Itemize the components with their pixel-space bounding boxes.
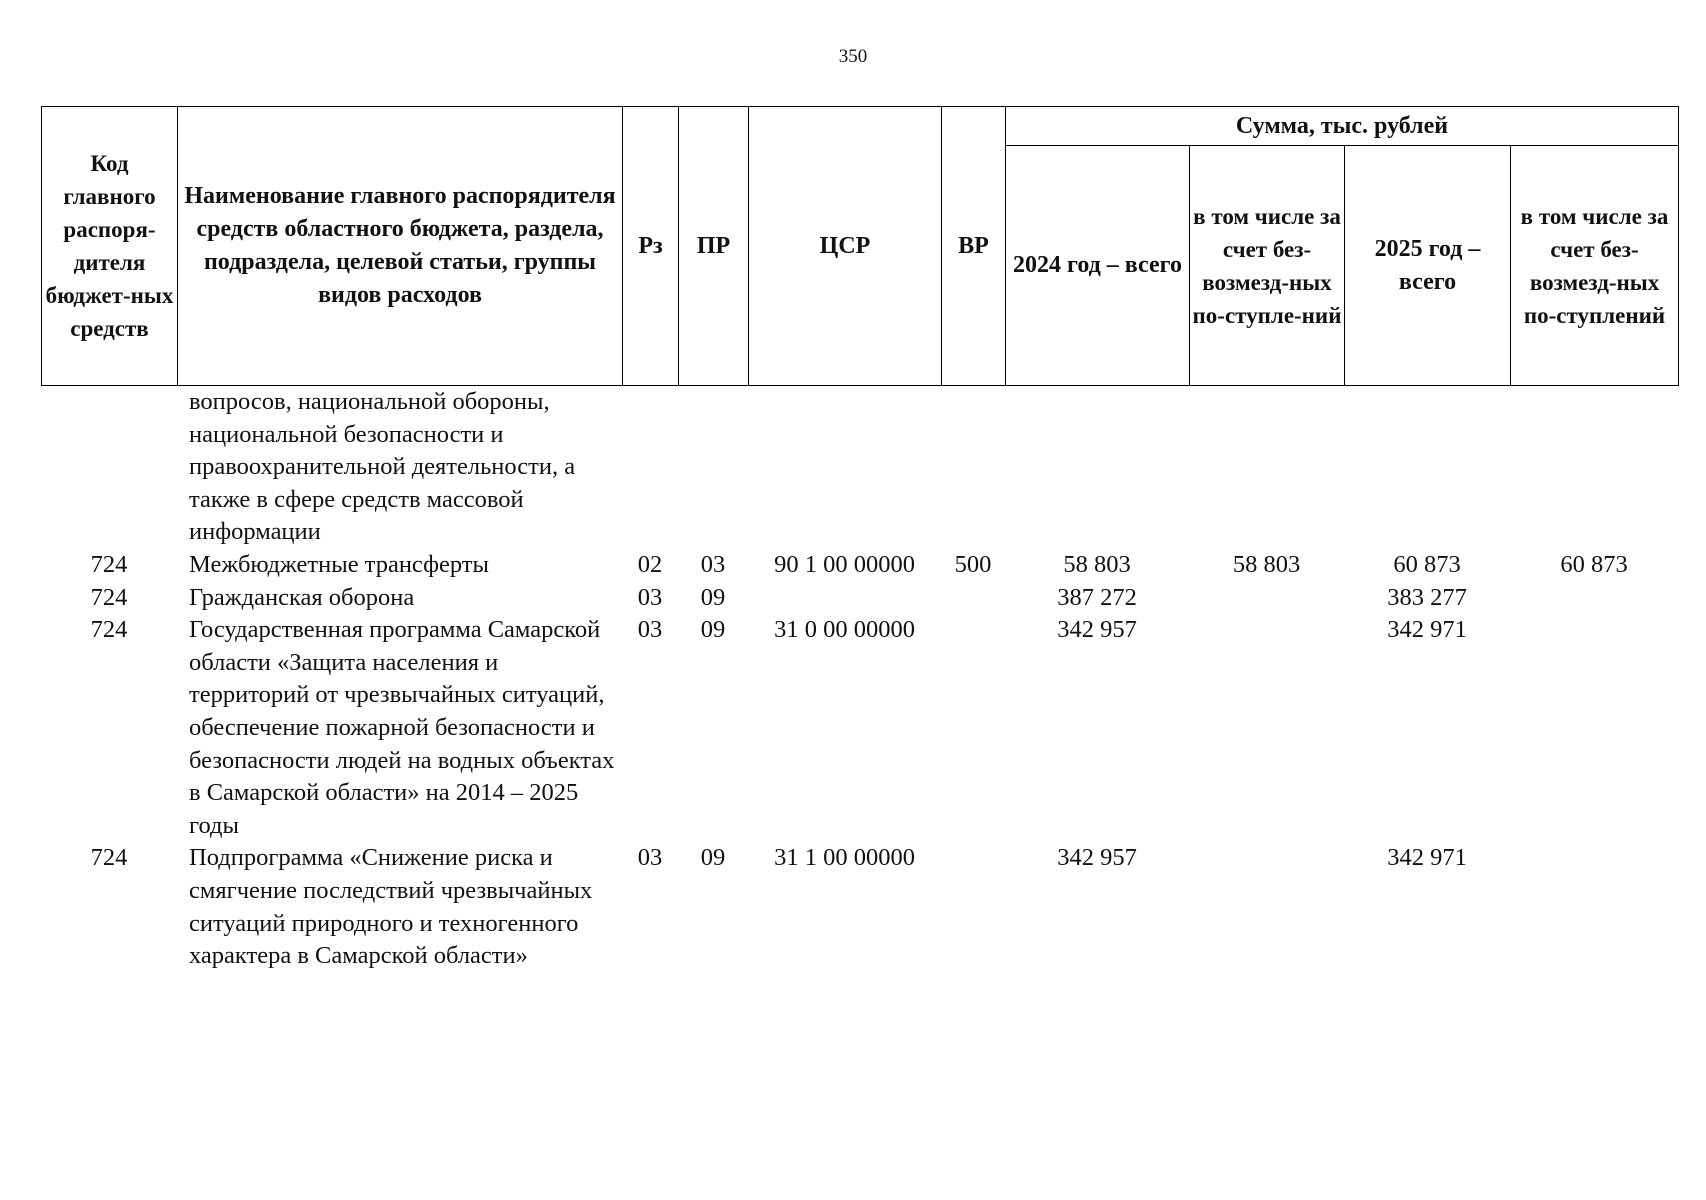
cell-2025-gratuitous: [1510, 582, 1678, 615]
cell-2025-total: [1344, 386, 1510, 549]
cell-pr: 03: [700, 550, 726, 578]
cell-name: Гражданская оборона: [189, 583, 415, 611]
cell-vr: [941, 386, 1005, 549]
cell-rz: [622, 386, 678, 549]
cell-2025-gratuitous: [1510, 386, 1678, 549]
cell-code: [41, 386, 177, 549]
cell-2024-gratuitous: [1189, 386, 1344, 549]
table-body: [41, 386, 1678, 973]
header-2024-total: 2024 год – всего: [1006, 146, 1190, 386]
cell-2024-total: [1005, 386, 1189, 549]
cell-vr: [941, 582, 1005, 615]
cell-pr: 09: [700, 583, 726, 611]
cell-name: вопросов, национальной обороны, национальной безопасности и правоохранительной деятельности, а также в сфере средств массовой информации: [189, 388, 576, 546]
page-number: 350: [838, 46, 868, 67]
table-row: [41, 614, 1678, 842]
cell-csr: 90 1 00 00000: [774, 550, 915, 578]
cell-pr: 09: [700, 616, 726, 644]
cell-2025-gratuitous: [1510, 842, 1678, 972]
table-header: [41, 106, 1679, 386]
table-row: [41, 842, 1678, 972]
cell-2025-total: 342 971: [1387, 844, 1467, 872]
cell-rz: 03: [637, 583, 663, 611]
cell-2024-total: 387 272: [1057, 583, 1137, 611]
cell-2025-gratuitous: 60 873: [1560, 550, 1628, 578]
header-csr: ЦСР: [749, 107, 942, 386]
cell-2025-total: 60 873: [1393, 550, 1461, 578]
header-code: Код главного распоря-дителя бюджет-ных средств: [42, 107, 178, 386]
cell-2024-gratuitous: [1189, 582, 1344, 615]
cell-name: Государственная программа Самарской области «Защита населения и территорий от чрезвычайных ситуаций, обеспечение пожарной безопасности и безопасности людей на водных объектах в Самарской области» на 2014 – 2025 годы: [189, 616, 615, 839]
cell-2025-total: 383 277: [1387, 583, 1467, 611]
cell-rz: 02: [637, 550, 663, 578]
cell-code: 724: [90, 844, 128, 872]
header-2025-total: 2025 год – всего: [1345, 146, 1511, 386]
header-vr: ВР: [942, 107, 1006, 386]
cell-name: Межбюджетные трансферты: [189, 550, 489, 578]
header-sum: Сумма, тыс. рублей: [1006, 107, 1679, 146]
cell-2024-total: 58 803: [1063, 550, 1131, 578]
cell-rz: 03: [637, 616, 663, 644]
cell-2024-gratuitous: 58 803: [1232, 550, 1301, 578]
cell-vr: [941, 614, 1005, 842]
table-row: [41, 549, 1678, 582]
table-row: [41, 386, 1678, 549]
cell-pr: [678, 386, 748, 549]
cell-code: 724: [90, 583, 128, 611]
table-row: [41, 582, 1678, 615]
cell-code: 724: [90, 550, 128, 578]
cell-2024-total: 342 957: [1057, 844, 1137, 872]
header-2024-gratuitous: в том числе за счет без-возмезд-ных по-ступле-ний: [1190, 146, 1345, 386]
header-2025-gratuitous: в том числе за счет без-возмезд-ных по-ступлений: [1511, 146, 1679, 386]
cell-2024-gratuitous: [1189, 614, 1344, 842]
cell-rz: 03: [637, 844, 663, 872]
cell-pr: 09: [700, 844, 726, 872]
cell-2024-total: 342 957: [1057, 616, 1137, 644]
header-pr: ПР: [679, 107, 749, 386]
cell-csr: [748, 582, 941, 615]
cell-csr: 31 0 00 00000: [774, 616, 915, 644]
cell-2024-gratuitous: [1189, 842, 1344, 972]
cell-name: Подпрограмма «Снижение риска и смягчение последствий чрезвычайных ситуаций природного и техногенного характера в Самарской области»: [189, 844, 593, 970]
cell-vr: [941, 842, 1005, 972]
cell-2025-gratuitous: [1510, 614, 1678, 842]
cell-code: 724: [90, 616, 128, 644]
header-name: Наименование главного распорядителя средств областного бюджета, раздела, подраздела, целевой статьи, группы видов расходов: [178, 107, 623, 386]
header-rz: Рз: [623, 107, 679, 386]
cell-vr: 500: [954, 550, 992, 578]
cell-2025-total: 342 971: [1387, 616, 1467, 644]
cell-csr: [748, 386, 941, 549]
cell-csr: 31 1 00 00000: [774, 844, 915, 872]
